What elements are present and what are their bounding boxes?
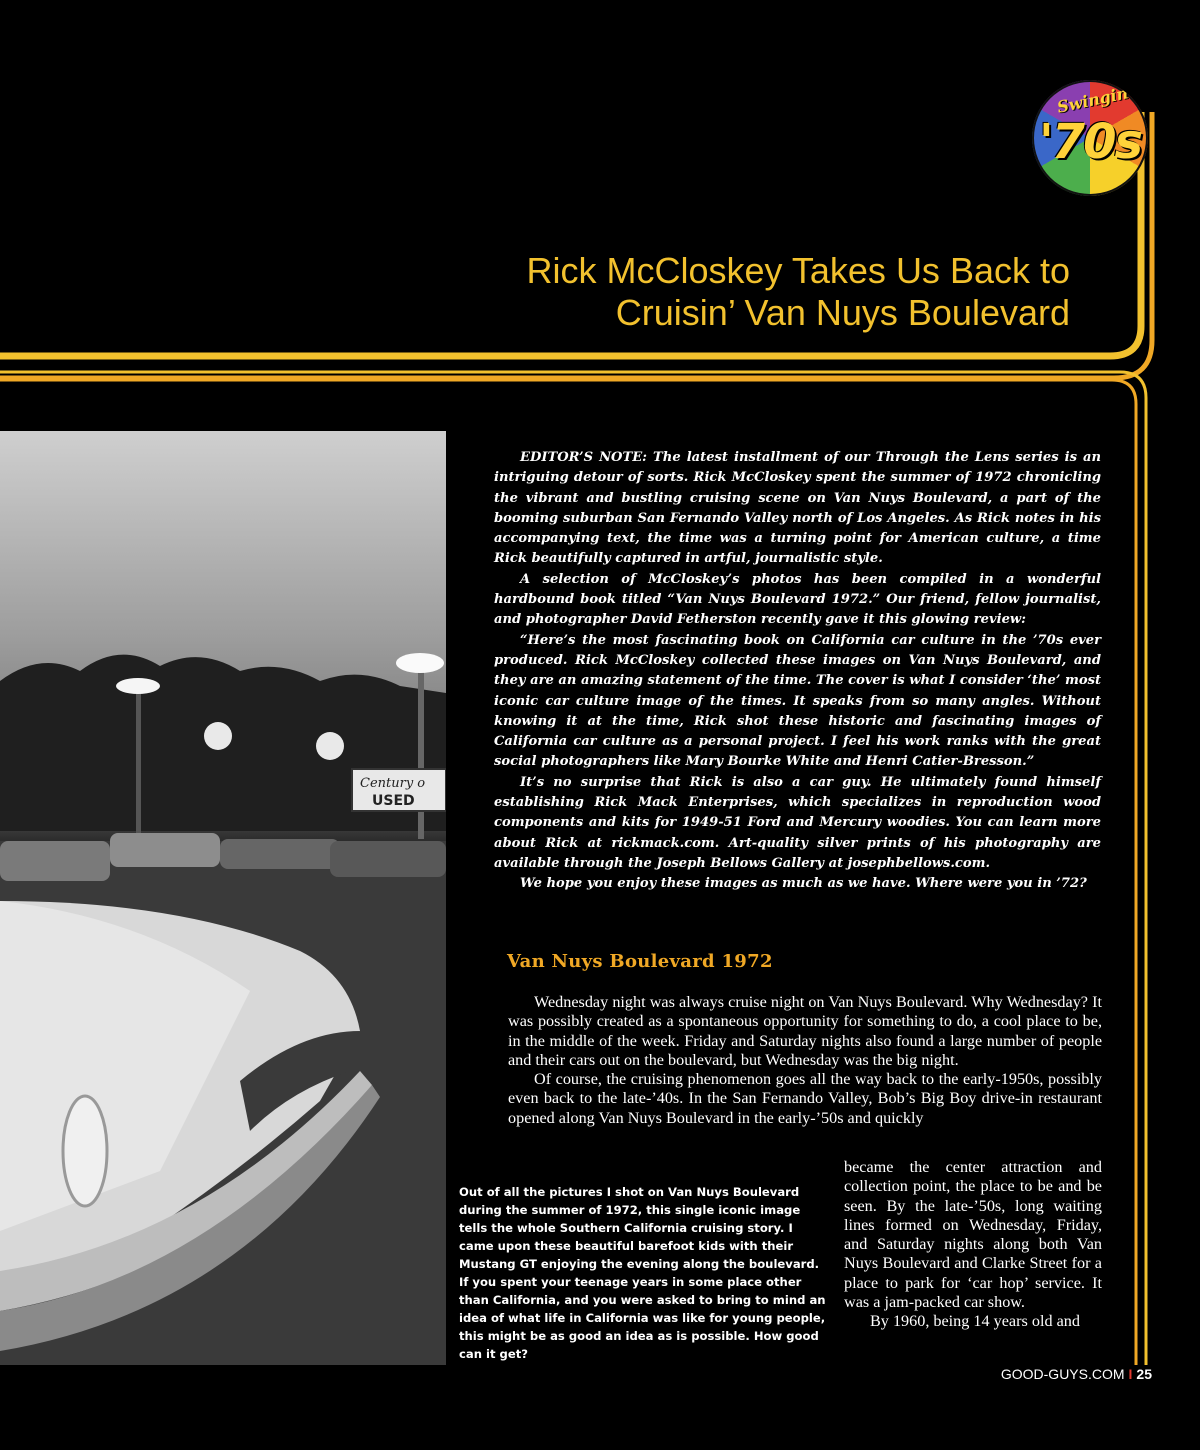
body-para-2: Of course, the cruising phenomenon goes all the way back to the early-1950s, possibly even back to the late-’40s. In the San Fernando Valley, Bob’s Big Boy drive-in restaurant opened along Van Nuys Boulevard in the early-’50s and quickly (508, 1070, 1102, 1127)
footer-site: GOOD-GUYS.COM (1000, 1366, 1125, 1382)
sign-text-1: Century o (360, 776, 426, 791)
article-title (370, 250, 1070, 334)
title-line-2: Cruisin’ Van Nuys Boulevard (615, 292, 1070, 333)
article-body (508, 993, 1102, 1128)
body-para-3: By 1960, being 14 years old and (870, 1312, 1080, 1331)
editor-para-5: We hope you enjoy these images as much as we have. Where were you in ’72? (520, 876, 1087, 892)
sign-text-2: USED (372, 793, 415, 809)
mustang-photo (0, 431, 446, 1365)
editor-para-4: It’s no surprise that Rick is also a car guy. He ultimately found himself establishing Rick Mack Enterprises, which specializes in reproduction wood components and kits for 1949-51 Ford and Mercury woodies. You can learn more about Rick at rickmack.com. Art-quality silver prints of his photography are available through the Joseph Bellows Gallery at josephbellows.com. (494, 774, 1101, 871)
editor-para-1: EDITOR’S NOTE: The latest installment of our Through the Lens series is an intriguing detour of sorts. Rick McCloskey spent the summer of 1972 chronicling the vibrant and bustling cruising scene on Van Nuys Boulevard, a part of the booming suburban San Fernando Valley north of Los Angeles. As Rick notes in his accompanying text, the time was a turning point for American culture, a time Rick beautifully captured in artful, journalistic style. (494, 450, 1101, 567)
page-footer (1001, 1366, 1152, 1382)
editors-note (494, 448, 1101, 895)
swingin-70s-badge (1032, 80, 1148, 196)
editor-para-2: A selection of McCloskey’s photos has been compiled in a wonderful hardbound book titled “Van Nuys Boulevard 1972.” Our friend, fellow journalist, and photographer David Fetherston recently gave it this glowing review: (494, 571, 1101, 628)
badge-big-text: '70s (1038, 114, 1142, 170)
article-body-continued (844, 1158, 1102, 1332)
badge-script-text: Swingin' (1055, 82, 1135, 117)
body-para-1: Wednesday night was always cruise night on Van Nuys Boulevard. Why Wednesday? It was possibly created as a spontaneous opportunity for something to do, a cool place to be, in the middle of the week. Friday and Saturday nights also found a large number of people and their cars out on the boulevard, but Wednesday was the big night. (508, 993, 1102, 1069)
photo-caption: Out of all the pictures I shot on Van Nuys Boulevard during the summer of 1972, this single iconic image tells the whole Southern California cruising story. I came upon these beautiful barefoot kids with their Mustang GT enjoying the evening along the boulevard. If you spent your teenage years in some place other than California, and you were asked to bring to mind an idea of what life in California was like for young people, this might be as good an idea as is possible. How good can it get? (459, 1185, 826, 1361)
title-line-1: Rick McCloskey Takes Us Back to (526, 250, 1070, 291)
section-heading: Van Nuys Boulevard 1972 (507, 951, 773, 972)
photo-illustration (0, 431, 446, 1365)
editor-para-3: “Here’s the most fascinating book on California car culture in the ’70s ever produced. Rick McCloskey collected these images on Van Nuys Boulevard, and they are an amazing statement of the time. The cover is what I consider ‘the’ most iconic car culture image of the times. It speaks from so many angles. Without knowing it at the time, Rick shot these historic and fascinating images of California car culture as a personal project. I feel his work ranks with the great social photographers like Mary Bourke White and Henri Catier-Bresson.” (494, 632, 1101, 770)
page-number: 25 (1136, 1366, 1152, 1382)
footer-separator: I (1128, 1366, 1133, 1382)
body-para-2-continued: became the center attraction and collection point, the place to be and be seen. By the late-’50s, long waiting lines formed on Wednesday, Friday, and Saturday nights along both Van Nuys Boulevard and Clarke Street for a place to park for ‘car hop’ service. It was a jam-packed car show. (844, 1158, 1102, 1312)
